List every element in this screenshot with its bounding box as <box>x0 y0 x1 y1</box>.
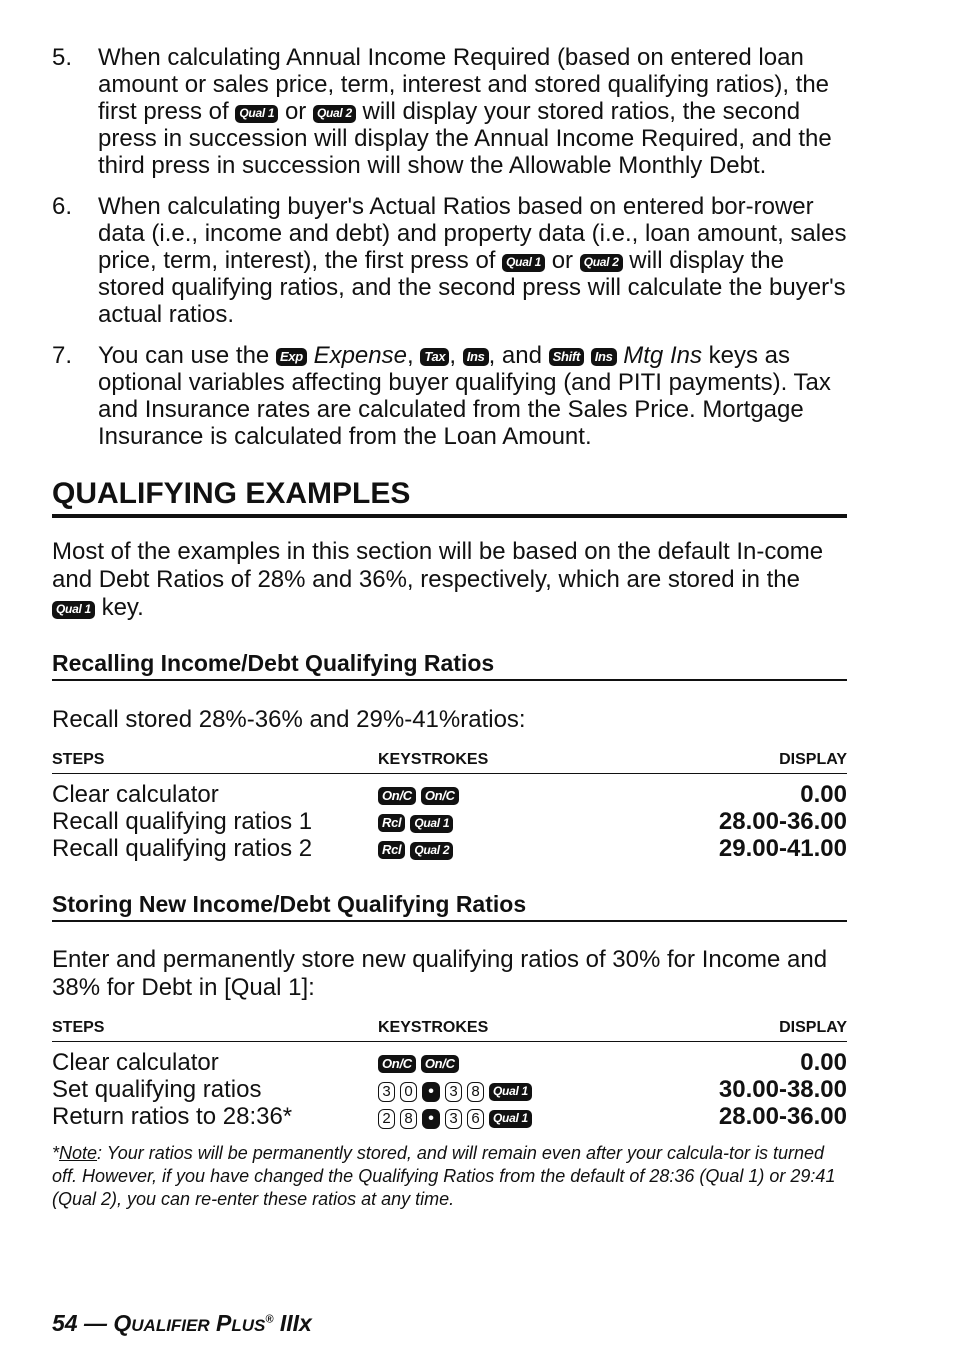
keystrokes-column-header: KEYSTROKES <box>378 1019 489 1036</box>
qual1-key-icon: Qual 1 <box>489 1110 532 1128</box>
text-span: or <box>284 98 307 125</box>
keystrokes <box>378 808 678 835</box>
digit-3-key-icon: 3 <box>445 1082 462 1102</box>
recall-description: Recall stored 28%-36% and 29%-41%ratios: <box>52 706 526 733</box>
recall-heading: Recalling Income/Debt Qualifying Ratios <box>52 649 847 681</box>
text-span: keys as optional variables affecting buyer qualifying (and PITI payments). Tax and Insurance rates are calculated from the Sales Price. Mortgage Insurance is calculated from the Loan Amount. <box>98 342 831 450</box>
brand-ualifier: UALIFIER <box>131 1316 210 1335</box>
list-text <box>98 193 847 328</box>
onc-key-icon: On/C <box>421 787 459 805</box>
display-value: 30.00-38.00 <box>718 1076 847 1103</box>
qual1-key-icon: Qual 1 <box>52 601 95 619</box>
table-row <box>52 1049 847 1076</box>
onc-key-icon: On/C <box>378 1055 416 1073</box>
ins-key-icon: Ins <box>591 348 617 366</box>
dot-key-icon: • <box>422 1082 440 1102</box>
display-column-header: DISPLAY <box>779 1019 847 1036</box>
brand-p: P <box>216 1310 232 1336</box>
step-text: Recall qualifying ratios 1 <box>52 808 313 835</box>
qual1-key-icon: Qual 1 <box>502 254 545 272</box>
display-value: 29.00-41.00 <box>718 835 847 862</box>
digit-8-key-icon: 8 <box>467 1082 484 1102</box>
list-item-6 <box>52 193 847 328</box>
digit-8-key-icon: 8 <box>400 1109 417 1129</box>
digit-3-key-icon: 3 <box>445 1109 462 1129</box>
tax-key-icon: Tax <box>420 348 449 366</box>
recall-table-header <box>52 750 847 774</box>
storing-heading: Storing New Income/Debt Qualifying Ratios <box>52 890 847 922</box>
list-number: 7. <box>52 342 73 369</box>
text-span: When calculating Annual Income Required (based on entered loan amount or sales price, term, interest and stored qualifying ratios), the first press of <box>98 44 830 125</box>
keystrokes <box>378 1049 678 1076</box>
storing-table-header <box>52 1018 847 1042</box>
text-span: When calculating buyer's Actual Ratios based on entered bor-rower data (i.e., income and debt) and property data (i.e., loan amount, sales price, term, interest), the first press of <box>98 193 847 274</box>
footnote-star: * <box>52 1143 60 1163</box>
rcl-key-icon: Rcl <box>378 841 405 859</box>
onc-key-icon: On/C <box>421 1055 459 1073</box>
keystrokes-column-header: KEYSTROKES <box>378 751 489 768</box>
keystrokes <box>378 835 678 862</box>
onc-key-icon: On/C <box>378 787 416 805</box>
exp-key-icon: Exp <box>276 348 307 366</box>
step-text: Clear calculator <box>52 1049 219 1076</box>
list-number: 5. <box>52 44 73 71</box>
digit-0-key-icon: 0 <box>400 1082 417 1102</box>
steps-column-header: STEPS <box>52 1019 105 1036</box>
manual-page <box>52 44 847 1211</box>
qual1-key-icon: Qual 1 <box>489 1083 532 1101</box>
table-row <box>52 808 847 835</box>
text-span: , and <box>488 342 542 369</box>
table-row <box>52 835 847 862</box>
text-span: key. <box>101 594 144 621</box>
text-span: Most of the examples in this section will be based on the default In-come and Debt Ratios of 28% and 36%, respectively, which are stored in the <box>52 538 824 593</box>
rcl-key-icon: Rcl <box>378 814 405 832</box>
step-text: Recall qualifying ratios 2 <box>52 835 313 862</box>
dot-key-icon: • <box>422 1109 440 1129</box>
brand-lus: LUS <box>231 1316 266 1335</box>
display-value: 28.00-36.00 <box>718 1103 847 1130</box>
storing-description: Enter and permanently store new qualifying ratios of 30% for Income and 38% for Debt in [Qual 1]: <box>52 946 828 1001</box>
digit-3-key-icon: 3 <box>378 1082 395 1102</box>
digit-2-key-icon: 2 <box>378 1109 395 1129</box>
page-footer <box>52 1310 312 1337</box>
display-value: 0.00 <box>800 1049 847 1076</box>
keystrokes <box>378 1103 678 1130</box>
footnote <box>52 1142 847 1211</box>
section-title: QUALIFYING EXAMPLES <box>52 476 847 518</box>
model-name: IIIx <box>279 1310 312 1336</box>
mtg-ins-label: Mtg Ins <box>623 342 702 369</box>
text-span: You can use the <box>98 342 270 369</box>
keystrokes <box>378 1076 678 1103</box>
qual2-key-icon: Qual 2 <box>580 254 623 272</box>
list-text <box>98 44 847 179</box>
digit-6-key-icon: 6 <box>467 1109 484 1129</box>
step-text: Return ratios to 28:36* <box>52 1103 293 1130</box>
step-text: Clear calculator <box>52 781 219 808</box>
list-item-5 <box>52 44 847 179</box>
display-column-header: DISPLAY <box>779 751 847 768</box>
text-span: will display the stored qualifying ratios, and the second press will calculate the buyer's actual ratios. <box>98 247 846 328</box>
display-value: 0.00 <box>800 781 847 808</box>
text-span: will display your stored ratios, the second press in succession will display the Annual Income Required, and the third press in succession will show the Allowable Monthly Debt. <box>98 98 832 179</box>
registered-mark: ® <box>265 1313 274 1326</box>
text-span: , <box>406 342 414 369</box>
display-value: 28.00-36.00 <box>718 808 847 835</box>
table-row <box>52 1103 847 1130</box>
ins-key-icon: Ins <box>463 348 489 366</box>
step-text: Set qualifying ratios <box>52 1076 262 1103</box>
qual2-key-icon: Qual 2 <box>313 105 356 123</box>
qual1-key-icon: Qual 1 <box>235 105 278 123</box>
qual2-key-icon: Qual 2 <box>410 842 453 860</box>
page-number: 54 — <box>52 1310 107 1336</box>
brand-q: Q <box>113 1310 132 1336</box>
note-label: Note <box>59 1143 98 1163</box>
steps-column-header: STEPS <box>52 751 105 768</box>
text-span: , <box>449 342 457 369</box>
expense-label: Expense <box>313 342 407 369</box>
keystrokes <box>378 781 678 808</box>
shift-key-icon: Shift <box>549 348 584 366</box>
table-row <box>52 781 847 808</box>
footnote-text: : Your ratios will be permanently stored, and will remain even after your calcula-tor is turned off. However, if you have changed the Qualifying Ratios from the default of 28:36 (Qual 1) or 29:41 (Qual 2), you can re-enter these ratios at any time. <box>52 1143 836 1209</box>
list-text <box>98 342 847 450</box>
storing-table-body <box>52 1049 847 1130</box>
table-row <box>52 1076 847 1103</box>
list-number: 6. <box>52 193 73 220</box>
intro-paragraph <box>52 538 847 622</box>
list-item-7 <box>52 342 847 450</box>
qual1-key-icon: Qual 1 <box>410 815 453 833</box>
recall-table-body <box>52 781 847 862</box>
text-span: or <box>551 247 574 274</box>
